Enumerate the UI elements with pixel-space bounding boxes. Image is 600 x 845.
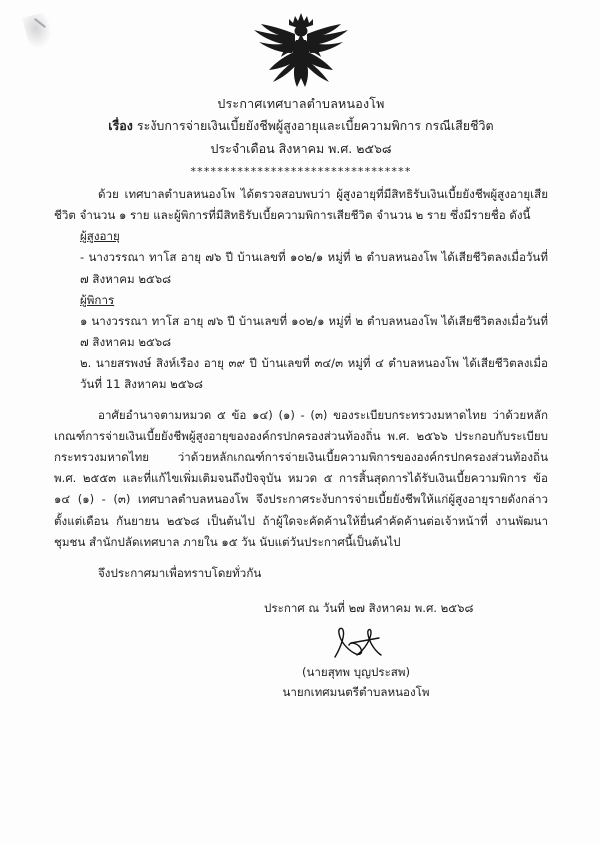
intro-paragraph: ด้วย เทศบาลตำบลหนองโพ ได้ตรวจสอบพบว่า ผู้สูงอายุที่มีสิทธิรับเงินเบี้ยยังชีพผู้สูงอายุเสียชีวิต จำนวน ๑ ราย และผู้พิการที่มีสิทธิรับเบี้ยความพิการเสียชีวิต จำนวน ๒ ราย ซึ่งมีรายชื่อ ดังนี้ xyxy=(54,187,548,223)
signer-name: (นายสุทพ บุญประสพ) xyxy=(301,664,411,679)
scan-smudge xyxy=(22,11,56,51)
garuda-emblem xyxy=(54,12,548,90)
section-heading-elderly: ผู้สูงอายุ xyxy=(80,229,120,244)
document-content xyxy=(54,0,548,702)
list-item: - นางวรรณา ทาโส อายุ ๗๖ ปี บ้านเลขที่ ๑๐๒/๑ หมู่ที่ ๒ ตำบลหนองโพ ได้เสียชีวิตลงเมื่อวันที่ ๗ สิงหาคม ๒๕๖๘ xyxy=(80,250,548,286)
subject-line xyxy=(54,116,548,135)
subject-label: เรื่อง xyxy=(108,118,133,134)
list-item: ๒. นายสรพงษ์ สิงห์เรือง อายุ ๓๙ ปี บ้านเลขที่ ๓๔/๓ หมู่ที่ ๔ ตำบลหนองโพ ได้เสียชีวิตลงเมื่อวันที่ 11 สิงหาคม ๒๕๖๘ xyxy=(80,355,548,391)
divider-asterisks: ********************************* xyxy=(190,165,412,179)
list-item: ๑ นางวรรณา ทาโส อายุ ๗๖ ปี บ้านเลขที่ ๑๐๒/๑ หมู่ที่ ๒ ตำบลหนองโพ ได้เสียชีวิตลงเมื่อวันที่ ๗ สิงหาคม ๒๕๖๘ xyxy=(80,313,548,349)
legal-paragraph: อาศัยอำนาจตามหมวด ๕ ข้อ ๑๔) (๑) - (๓) ของระเบียบกระทรวงมหาดไทย ว่าด้วยหลักเกณฑ์การจ่ายเงินเบี้ยยังชีพผู้สูงอายุขององค์กรปกครองส่วนท้องถิ่น พ.ศ. ๒๕๖๖ ประกอบกับระเบียบกระทรวงมหาดไทย ว่าด้วยหลักเกณฑ์การจ่ายเงินเบี้ยความพิการขององค์กรปกครองส่วนท้องถิ่น พ.ศ. ๒๕๕๓ และที่แก้ไขเพิ่มเติมจนถึงปัจจุบัน หมวด ๕ การสิ้นสุดการได้รับเงินเบี้ยความพิการ ข้อ ๑๔ (๑) - (๓) เทศบาลตำบลหนองโพ จึงประกาศระงับการจ่ายเบี้ยยังชีพให้แก่ผู้สูงอายุรายดังกล่าว ตั้งแต่เดือน กันยายน ๒๕๖๘ เป็นต้นไป ถ้าผู้ใดจะคัดค้านให้ยื่นคำคัดค้านต่อเจ้าหน้าที่ งานพัฒนาชุมชน สำนักปลัดเทศบาล ภายใน ๑๕ วัน นับแต่วันประกาศนี้เป็นต้นไป xyxy=(54,408,548,549)
document-title: ประกาศเทศบาลตำบลหนองโพ xyxy=(217,96,385,111)
announcement-date: ประกาศ ณ วันที่ ๒๗ สิงหาคม พ.ศ. ๒๕๖๘ xyxy=(264,600,474,615)
period-line: ประจำเดือน สิงหาคม พ.ศ. ๒๕๖๘ xyxy=(210,140,392,156)
closing-paragraph: จึงประกาศมาเพื่อทราบโดยทั่วกัน xyxy=(98,565,262,580)
signature-mark xyxy=(164,625,548,663)
section-heading-disabled: ผู้พิการ xyxy=(80,292,115,307)
signer-position: นายกเทศมนตรีตำบลหนองโพ xyxy=(282,684,430,699)
signature-block xyxy=(54,625,548,702)
subject-text: ระงับการจ่ายเงินเบี้ยยังชีพผู้สูงอายุและเบี้ยความพิการ กรณีเสียชีวิต xyxy=(136,118,494,134)
title-block xyxy=(54,94,548,158)
